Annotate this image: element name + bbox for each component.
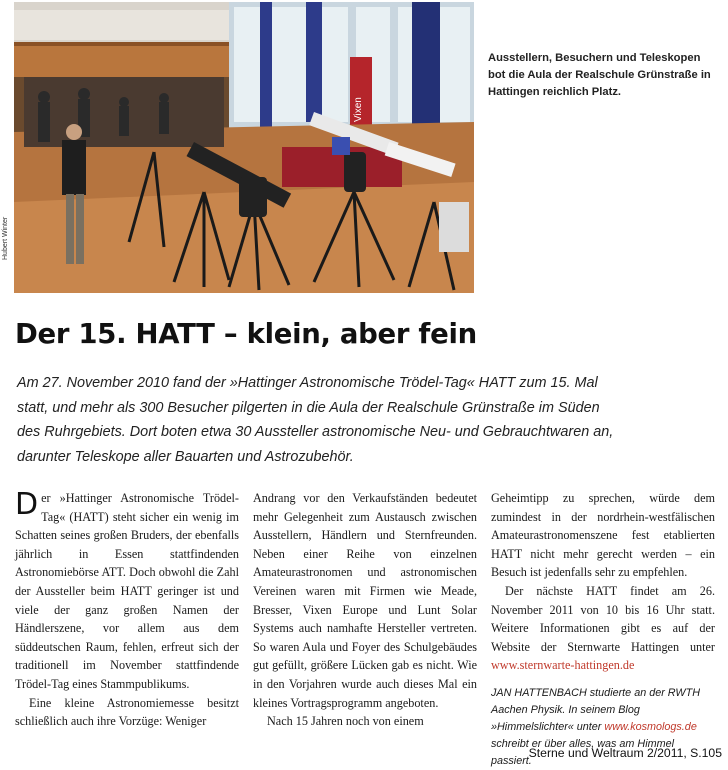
- author-name: JAN HATTENBACH: [491, 686, 587, 699]
- event-photo: [14, 2, 474, 293]
- author-bio-text-2: schreibt er über alles, was am Himmel passiert.: [491, 737, 675, 767]
- paragraph-3: [491, 489, 715, 582]
- photo-caption: Ausstellern, Besuchern und Teleskopen bot die Aula der Realschule Grünstraße in Hattingen reichlich Platz.: [488, 52, 711, 98]
- paragraph-1-text: er »Hattinger Astronomische Trödel-Tag« (HATT) steht sicher ein wenig im Schatten seines großen Bruders, der ebenfalls jährlich in Essen stattfindenden Astronomiebörse ATT. Doch obwohl die Zahl der Aussteller beim HATT geringer ist und viele der ganz großen Namen der Händlerszene, vor allem aus dem süddeutschen Raum, fehlen, erfreut sich der traditionell im November stattfindende Trödel-Tag eines Stammpublikums.: [15, 491, 239, 691]
- paragraph-3-text: Geheimtipp zu sprechen, würde dem zumindest in der nordrhein-westfälischen Amateurastronomenszene fest etablierten HATT nicht mehr gerecht werden – ein Besuch ist jedenfalls sehr zu empfehlen.: [491, 491, 715, 580]
- telescope-hall-illustration: [14, 2, 474, 293]
- article-column-3: [491, 489, 715, 770]
- photo-credit-text: Hubert Winter: [2, 216, 9, 260]
- kosmologs-link[interactable]: www.kosmologs.de: [604, 720, 697, 733]
- author-bio-text-1: studierte an der RWTH Aachen Physik. In seinem Blog »Himmelslichter« unter: [491, 686, 700, 733]
- article-headline: Der 15. HATT – klein, aber fein: [15, 318, 477, 350]
- dropcap: D: [15, 487, 39, 522]
- sternwarte-link[interactable]: www.sternwarte-hattingen.de: [491, 658, 635, 673]
- paragraph-3-start: Nach 15 Jahren noch von einem: [267, 714, 424, 729]
- paragraph-2-continued: Andrang vor den Verkaufständen bedeutet mehr Gelegenheit zum Austausch zwischen Ausstellern, Händlern und Sternfreunden. Neben einer Reihe von einzelnen Amateurastronomen und astronomischen Vereinen waren mit Firmen wie Meade, Bresser, Vixen Europe und Lunt Solar Systems auch namhafte Hersteller vertreten. So waren Aula und Foyer des Schulgebäudes gut gefüllt, größere Lücken gab es nicht. Wie in den Vorjahren wurde auch dieses Mal ein kleines Vortragsprogramm angeboten.: [253, 491, 477, 710]
- article-column-2: [253, 489, 477, 731]
- paragraph-1: [15, 489, 239, 694]
- photo-credit: [2, 160, 12, 270]
- source-citation: Sterne und Weltraum 2/2011, S.105: [528, 746, 722, 760]
- paragraph-2-text: Eine kleine Astronomiemesse besitzt schließlich auch ihre Vorzüge: Weniger: [15, 695, 239, 729]
- banner-text: Vixen: [353, 97, 364, 122]
- article-lead: Am 27. November 2010 fand der »Hattinger Astronomische Trödel-Tag« HATT zum 15. Mal statt, und mehr als 300 Besucher pilgerten in die Aula der Realschule Grünstraße im Süden des Ruhrgebiets. Dort boten etwa 30 Aussteller astronomische Neu- und Gebrauchtwaren an, darunter Teleskope aller Bauarten und Astrozubehör.: [17, 375, 614, 465]
- paragraph-4: [491, 582, 715, 675]
- paragraph-2: [15, 694, 239, 731]
- article-column-1: [15, 489, 239, 731]
- paragraph-4-text: Der nächste HATT findet am 26. November 2011 von 10 bis 16 Uhr statt. Weitere Informationen gibt es auf der Website der Sternwarte Hattingen unter: [491, 583, 715, 654]
